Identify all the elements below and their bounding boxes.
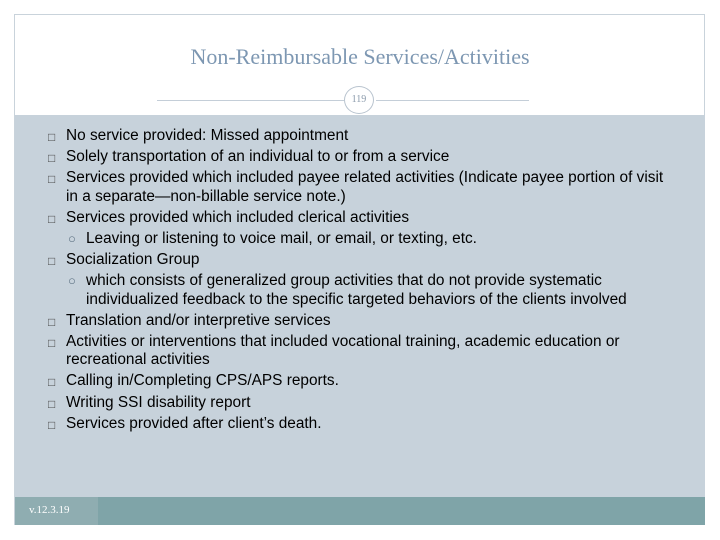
bullet-text: Solely transportation of an individual to or from a service [66, 148, 450, 166]
slide-title: Non-Reimbursable Services/Activities [190, 44, 530, 69]
square-bullet-icon: □ [48, 336, 56, 351]
bullet-item [48, 169, 668, 205]
bullet-item [48, 415, 668, 433]
circle-bullet-icon: ○ [68, 231, 76, 247]
circle-bullet-icon: ○ [68, 273, 76, 289]
footer-accent [98, 497, 705, 525]
sub-bullet-item [48, 230, 668, 248]
bullet-item [48, 127, 668, 145]
bullet-item [48, 333, 668, 369]
bullet-item [48, 312, 668, 330]
square-bullet-icon: □ [48, 314, 56, 329]
version-label: v.12.3.19 [29, 504, 70, 516]
bullet-text: Services provided which included payee related activities (Indicate payee portion of visit in a separate—non-billable service note.) [66, 169, 664, 205]
bullet-text: Socialization Group [66, 251, 200, 269]
bullet-text: Writing SSI disability report [66, 393, 251, 411]
square-bullet-icon: □ [48, 211, 56, 226]
title-divider-left [157, 100, 344, 101]
square-bullet-icon: □ [48, 254, 56, 269]
title-divider-right [376, 100, 529, 101]
square-bullet-icon: □ [48, 396, 56, 411]
square-bullet-icon: □ [48, 172, 56, 187]
sub-bullet-text: which consists of generalized group activities that do not provide systematic individualized feedback to the specific targeted behaviors of the clients involved [86, 272, 627, 308]
bullet-item [48, 372, 668, 390]
footer-bar [15, 497, 705, 525]
bullet-text: Calling in/Completing CPS/APS reports. [66, 372, 339, 390]
bullet-item [48, 251, 668, 269]
square-bullet-icon: □ [48, 375, 56, 390]
bullet-text: Services provided after client’s death. [66, 414, 322, 432]
bullet-item [48, 209, 668, 227]
bullet-text: Translation and/or interpretive services [66, 311, 331, 329]
bullet-list [48, 127, 668, 436]
bullet-item [48, 394, 668, 412]
bullet-item [48, 148, 668, 166]
sub-bullet-item [48, 272, 668, 308]
bullet-text: No service provided: Missed appointment [66, 127, 349, 144]
square-bullet-icon: □ [48, 130, 56, 144]
square-bullet-icon: □ [48, 151, 56, 166]
square-bullet-icon: □ [48, 417, 56, 432]
page-number-badge: 119 [344, 86, 374, 114]
bullet-text: Activities or interventions that included vocational training, academic education or recreational activities [66, 333, 620, 369]
sub-bullet-text: Leaving or listening to voice mail, or email, or texting, etc. [86, 230, 477, 248]
bullet-text: Services provided which included clerical activities [66, 208, 410, 226]
